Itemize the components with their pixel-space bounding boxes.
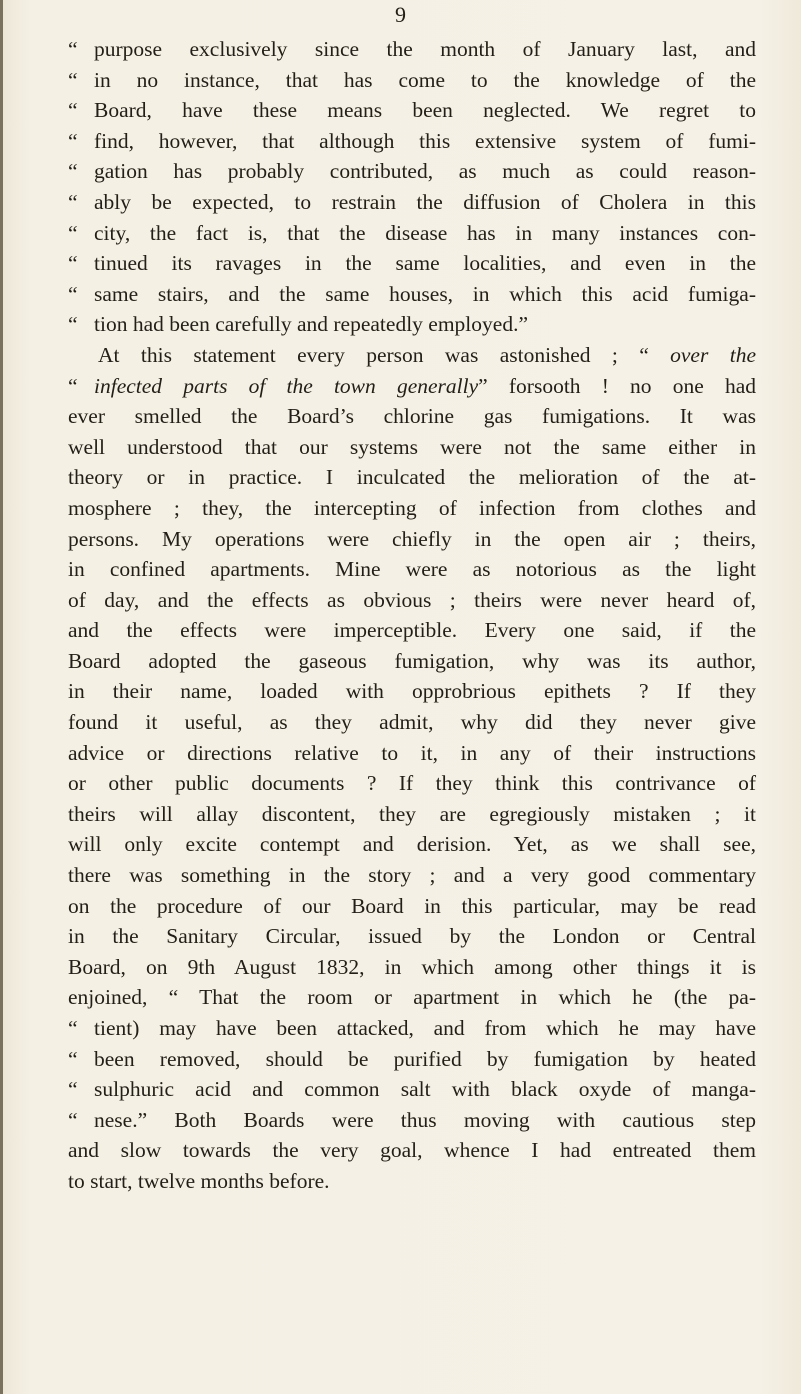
line-text: and the effects were imperceptible. Every one said, if the [68,618,756,643]
text-line [68,126,756,157]
text-line [68,738,756,769]
line-text: theirs will allay discontent, they are egregiously mistaken ; it [68,801,756,826]
text-line [68,952,756,983]
line-text: tion had been carefully and repeatedly employed.” [94,312,528,337]
quote-mark: “ [68,281,78,306]
quote-mark: “ [68,1107,78,1132]
line-text: Board, have these means been neglected. We regret to [94,98,756,123]
text-line [68,860,756,891]
text-line [68,1135,756,1166]
text-line [68,768,756,799]
text-line [68,187,756,218]
text-line [68,65,756,96]
text-line [68,340,756,371]
text-line [68,1166,756,1197]
text-line [68,401,756,432]
line-text: mosphere ; they, the intercepting of infection from clothes and [68,495,756,520]
line-text: gation has probably contributed, as much as could reason- [94,159,756,184]
quote-mark: “ [68,128,78,153]
line-text: there was something in the story ; and a very good commentary [68,863,756,888]
line-text: theory or in practice. I inculcated the melioration of the at- [68,465,756,490]
quote-mark: “ [68,1077,78,1102]
line-text: Board adopted the gaseous fumigation, why was its author, [68,648,756,673]
line-text: purpose exclusively since the month of January last, and [94,37,756,61]
italic-phrase: infected parts of the town generally [94,373,479,398]
line-text: ever smelled the Board’s chlorine gas fumigations. It was [68,404,756,429]
text-line [68,309,756,340]
text-line [68,34,756,65]
body-text [68,34,756,1197]
text-line [68,248,756,279]
quote-mark: “ [68,189,78,214]
text-line [68,371,756,402]
line-text: enjoined, “ That the room or apartment in which he (the pa- [68,985,756,1010]
line-text: nese.” Both Boards were thus moving with cautious step [94,1107,756,1132]
line-text: At this statement every person was astonished ; “ over the [98,342,756,367]
line-text: been removed, should be purified by fumigation by heated [94,1046,756,1071]
italic-phrase: over the [670,342,756,367]
text-line [68,982,756,1013]
text-line [68,279,756,310]
line-text: infected parts of the town generally” forsooth ! no one had [94,373,756,398]
quote-mark: “ [68,98,78,123]
text-line [68,156,756,187]
line-text: in their name, loaded with opprobrious epithets ? If they [68,679,756,704]
quote-mark: “ [68,312,78,337]
text-line [68,218,756,249]
text-line [68,891,756,922]
text-line [68,554,756,585]
quote-mark: “ [68,159,78,184]
page-number: 9 [395,2,406,27]
quote-mark: “ [68,37,78,61]
line-text: in confined apartments. Mine were as notorious as the light [68,557,756,582]
line-text: city, the fact is, that the disease has in many instances con- [94,220,756,245]
text-line [68,707,756,738]
text-line [68,524,756,555]
quote-mark: “ [68,251,78,276]
line-text: find, however, that although this extensive system of fumi- [94,128,756,153]
text-line [68,615,756,646]
text-line [68,829,756,860]
quote-mark: “ [68,220,78,245]
quote-mark: “ [68,1016,78,1040]
text-line [68,493,756,524]
text-line [68,1044,756,1075]
line-text: on the procedure of our Board in this particular, may be read [68,893,756,918]
text-line [68,1074,756,1105]
line-text: or other public documents ? If they think this contrivance of [68,771,756,796]
line-text: found it useful, as they admit, why did they never give [68,710,756,735]
text-line [68,646,756,677]
quote-mark: “ [68,373,78,398]
text-line [68,95,756,126]
text-line [68,676,756,707]
text-line [68,1013,756,1044]
line-text: ably be expected, to restrain the diffusion of Cholera in this [94,189,756,214]
line-text: advice or directions relative to it, in any of their instructions [68,740,756,765]
line-text: well understood that our systems were not the same either in [68,434,756,459]
line-text: of day, and the effects as obvious ; theirs were never heard of, [68,587,756,612]
line-text: sulphuric acid and common salt with black oxyde of manga- [94,1077,756,1102]
line-text: persons. My operations were chiefly in the open air ; theirs, [68,526,756,551]
text-line [68,462,756,493]
line-text: and slow towards the very goal, whence I had entreated them [68,1138,756,1163]
quote-mark: “ [68,1046,78,1071]
page-gutter-edge [0,0,3,1394]
quote-mark: “ [68,67,78,92]
text-line [68,1105,756,1136]
text-line [68,585,756,616]
line-text: will only excite contempt and derision. Yet, as we shall see, [68,832,756,857]
line-text: same stairs, and the same houses, in which this acid fumiga- [94,281,756,306]
line-text: Board, on 9th August 1832, in which among other things it is [68,954,756,979]
line-text: in no instance, that has come to the knowledge of the [94,67,756,92]
text-line [68,799,756,830]
text-line [68,432,756,463]
line-text: in the Sanitary Circular, issued by the London or Central [68,924,756,949]
line-text: tient) may have been attacked, and from which he may have [94,1016,756,1040]
line-text: tinued its ravages in the same localities, and even in the [94,251,756,276]
text-line [68,921,756,952]
line-text: to start, twelve months before. [68,1168,330,1193]
